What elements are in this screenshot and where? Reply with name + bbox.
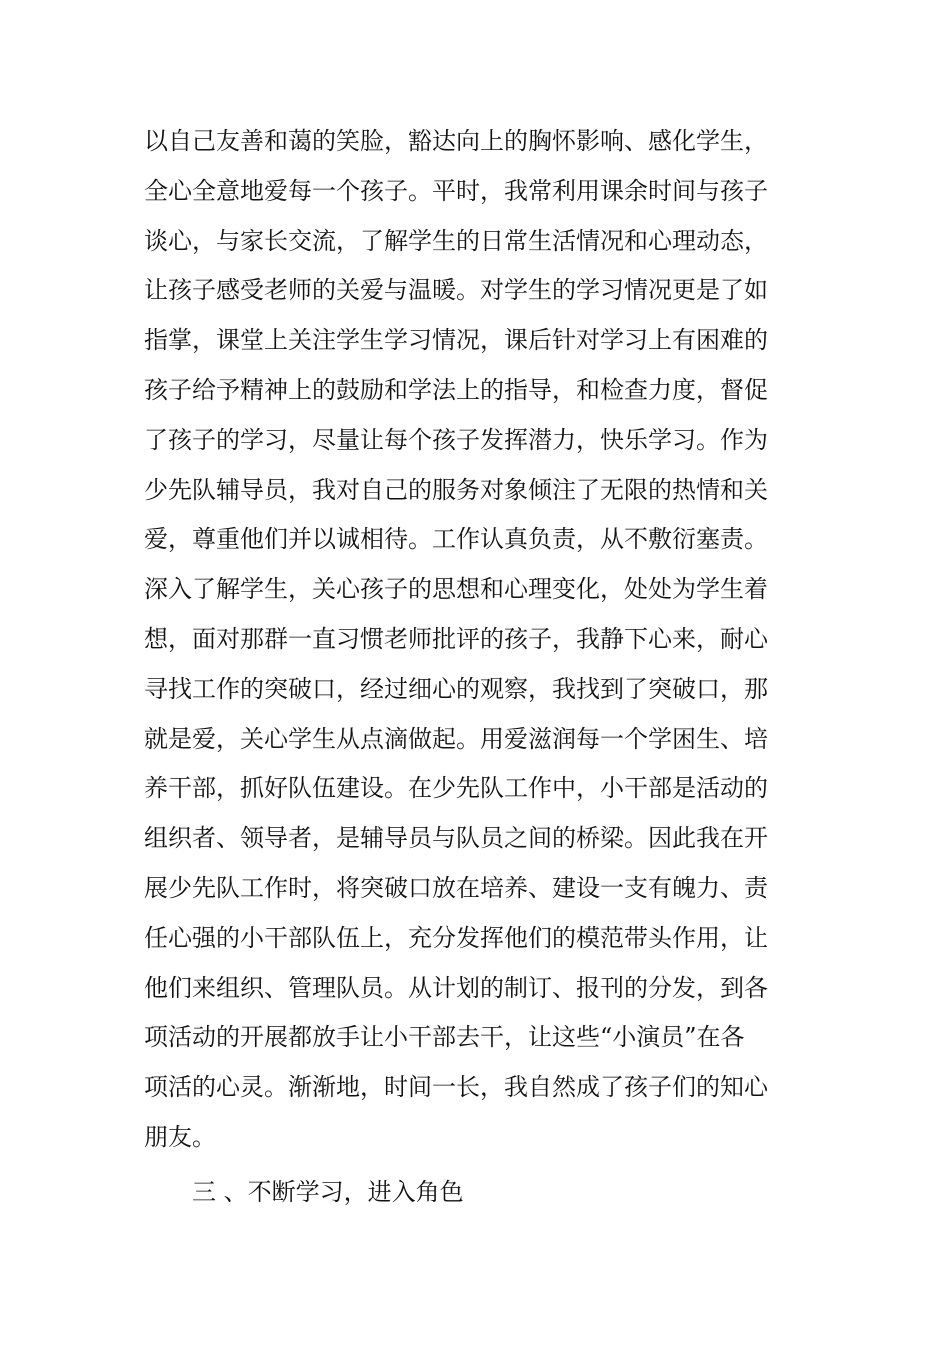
paragraph-line: 展少先队工作时，将突破口放在培养、建设一支有魄力、责 [144, 873, 768, 902]
body-paragraph [144, 117, 768, 1163]
paragraph-line: 谈心，与家长交流，了解学生的日常生活情况和心理动态， [144, 226, 768, 255]
paragraph-line: 养干部，抓好队伍建设。在少先队工作中，小干部是活动的 [144, 774, 768, 803]
paragraph-line: 深入了解学生，关心孩子的思想和心理变化，处处为学生着 [144, 575, 768, 604]
paragraph-line: 以自己友善和蔼的笑脸，豁达向上的胸怀影响、感化学生， [144, 127, 768, 155]
paragraph-line: 想，面对那群一直习惯老师批评的孩子，我静下心来，耐心 [144, 624, 768, 653]
paragraph-line: 孩子给予精神上的鼓励和学法上的指导，和检查力度，督促 [144, 375, 768, 404]
paragraph-line: 他们来组织、管理队员。从计划的制订、报刊的分发，到各 [144, 973, 768, 1002]
paragraph-line: 指掌，课堂上关注学生学习情况，课后针对学习上有困难的 [144, 326, 768, 355]
paragraph-line: 让孩子感受老师的关爱与温暖。对学生的学习情况更是了如 [144, 276, 768, 305]
section-heading: 三 、不断学习，进入角色 [192, 1178, 464, 1206]
paragraph-line: 寻找工作的突破口，经过细心的观察，我找到了突破口，那 [144, 674, 768, 703]
paragraph-line: 任心强的小干部队伍上，充分发挥他们的模范带头作用，让 [144, 923, 768, 952]
paragraph-line: 少先队辅导员，我对自己的服务对象倾注了无限的热情和关 [144, 475, 768, 504]
paragraph-line: 爱，尊重他们并以诚相待。工作认真负责，从不敷衍塞责。 [144, 525, 768, 554]
paragraph-line: 了孩子的学习，尽量让每个孩子发挥潜力，快乐学习。作为 [144, 425, 768, 454]
paragraph-line: 项活动的开展都放手让小干部去干，让这些“小演员”在各 [144, 1023, 745, 1052]
paragraph-line: 组织者、领导者，是辅导员与队员之间的桥梁。因此我在开 [144, 824, 768, 853]
paragraph-line: 全心全意地爱每一个孩子。平时，我常利用课余时间与孩子 [144, 176, 768, 205]
paragraph-line: 朋友。 [144, 1122, 216, 1151]
paragraph-line: 项活的心灵。渐渐地，时间一长，我自然成了孩子们的知心 [144, 1073, 768, 1102]
paragraph-line: 就是爱，关心学生从点滴做起。用爱滋润每一个学困生、培 [144, 724, 768, 753]
